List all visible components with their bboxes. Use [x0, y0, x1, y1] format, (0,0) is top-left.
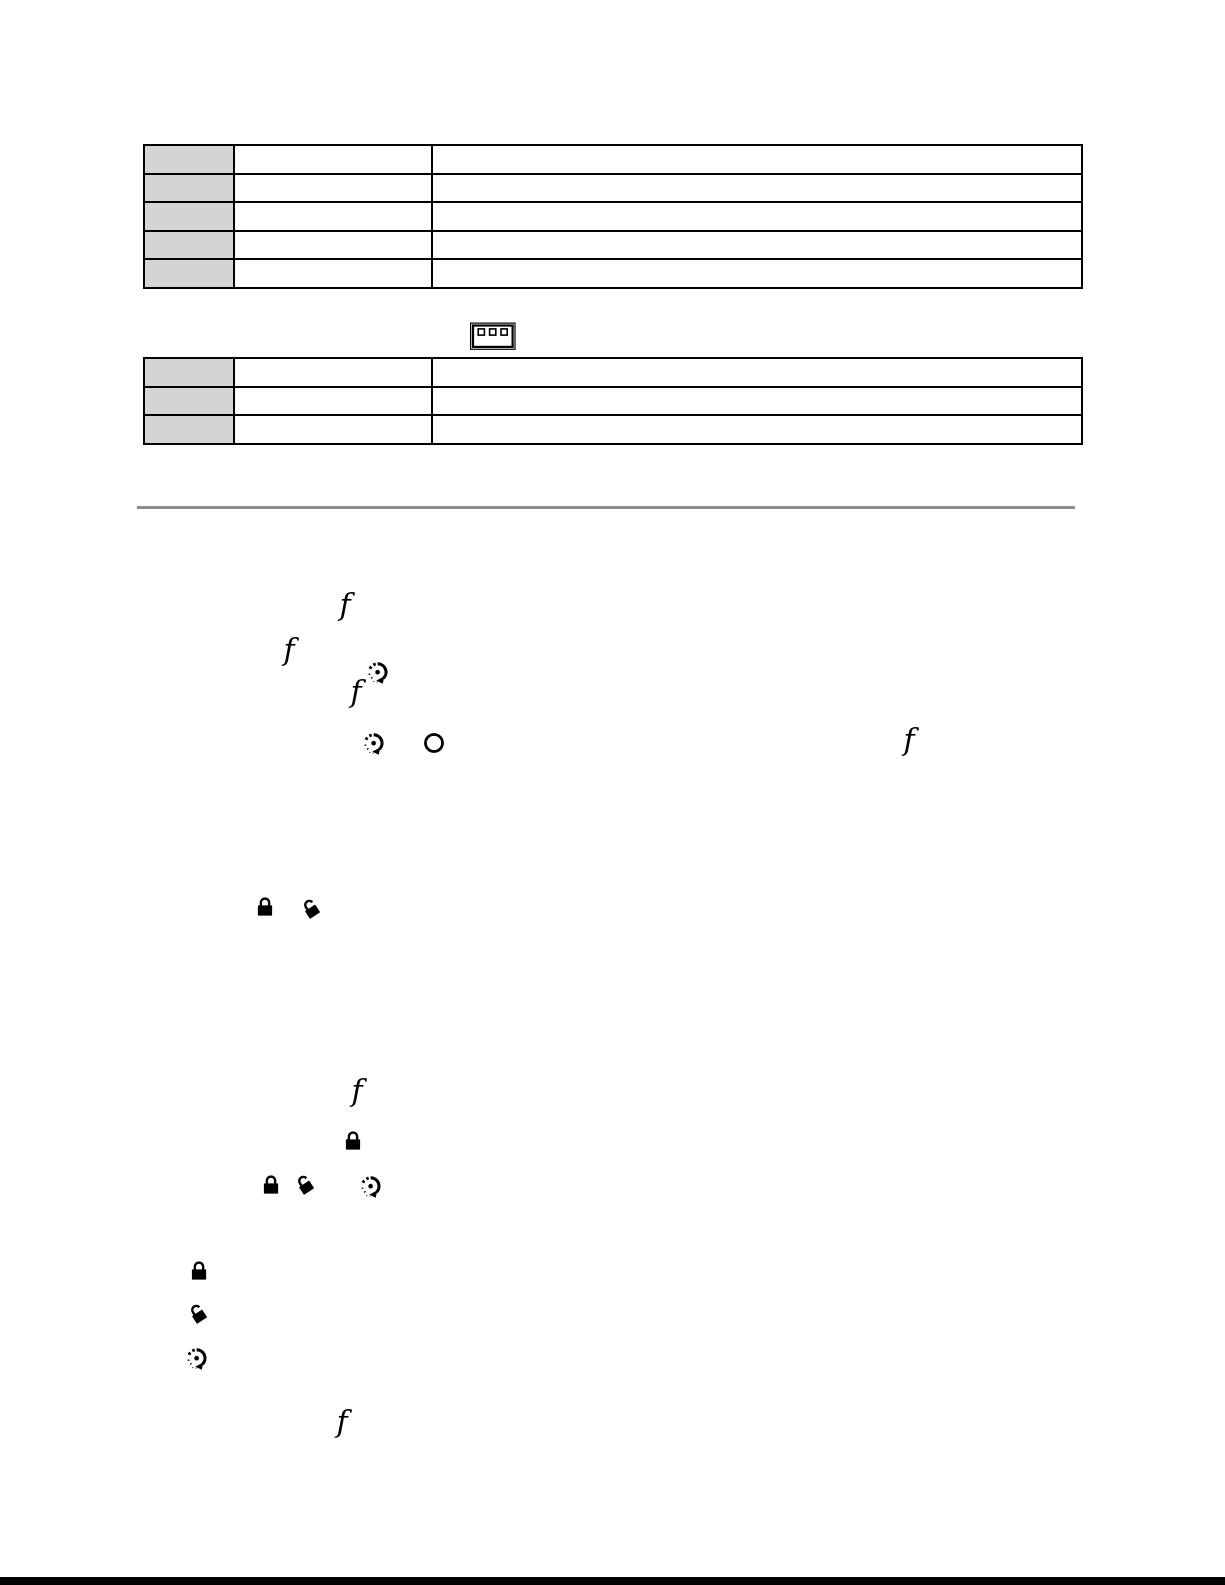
dashed-clockwise-rotation-icon	[365, 659, 392, 686]
italic-f-function-icon: f	[336, 1405, 348, 1440]
cell	[234, 202, 432, 231]
data-table-upper	[143, 144, 1083, 289]
padlock-open-icon	[186, 1301, 210, 1325]
cell	[432, 415, 1082, 444]
padlock-open-icon	[293, 1172, 317, 1196]
cell	[432, 231, 1082, 260]
italic-f-function-icon: f	[339, 588, 351, 623]
cell	[432, 358, 1082, 387]
row-label-cell	[144, 145, 234, 174]
row-label-cell	[144, 231, 234, 260]
padlock-closed-icon	[344, 1130, 362, 1152]
padlock-open-icon	[299, 896, 323, 920]
cell	[234, 145, 432, 174]
table-row	[144, 174, 1082, 203]
data-table-lower	[143, 357, 1083, 445]
italic-f-function-icon: f	[283, 633, 295, 668]
cell	[432, 145, 1082, 174]
cell	[234, 231, 432, 260]
table-row	[144, 259, 1082, 288]
cell	[234, 415, 432, 444]
table-row	[144, 202, 1082, 231]
table-row	[144, 387, 1082, 416]
terminal-block-3pin-icon	[470, 323, 516, 352]
row-label-cell	[144, 415, 234, 444]
cell	[234, 358, 432, 387]
table-row	[144, 145, 1082, 174]
cell	[432, 202, 1082, 231]
dashed-clockwise-rotation-icon	[358, 1173, 385, 1200]
table-row	[144, 231, 1082, 260]
cell	[234, 259, 432, 288]
page-bottom-bar	[0, 1577, 1225, 1585]
padlock-closed-icon	[262, 1174, 280, 1196]
dashed-clockwise-rotation-icon	[361, 730, 388, 757]
italic-f-function-icon: f	[351, 1074, 363, 1109]
table-row	[144, 358, 1082, 387]
section-divider	[137, 506, 1075, 509]
row-label-cell	[144, 174, 234, 203]
table-row	[144, 415, 1082, 444]
row-label-cell	[144, 358, 234, 387]
cell	[234, 174, 432, 203]
row-label-cell	[144, 202, 234, 231]
cell	[432, 174, 1082, 203]
circle-outline-icon	[423, 732, 445, 754]
dashed-clockwise-rotation-icon	[184, 1345, 211, 1372]
italic-f-function-icon: f	[903, 723, 915, 758]
padlock-closed-icon	[256, 896, 274, 918]
cell	[234, 387, 432, 416]
italic-f-function-icon: f	[350, 675, 362, 710]
cell	[432, 259, 1082, 288]
row-label-cell	[144, 259, 234, 288]
padlock-closed-icon	[190, 1260, 208, 1282]
row-label-cell	[144, 387, 234, 416]
cell	[432, 387, 1082, 416]
